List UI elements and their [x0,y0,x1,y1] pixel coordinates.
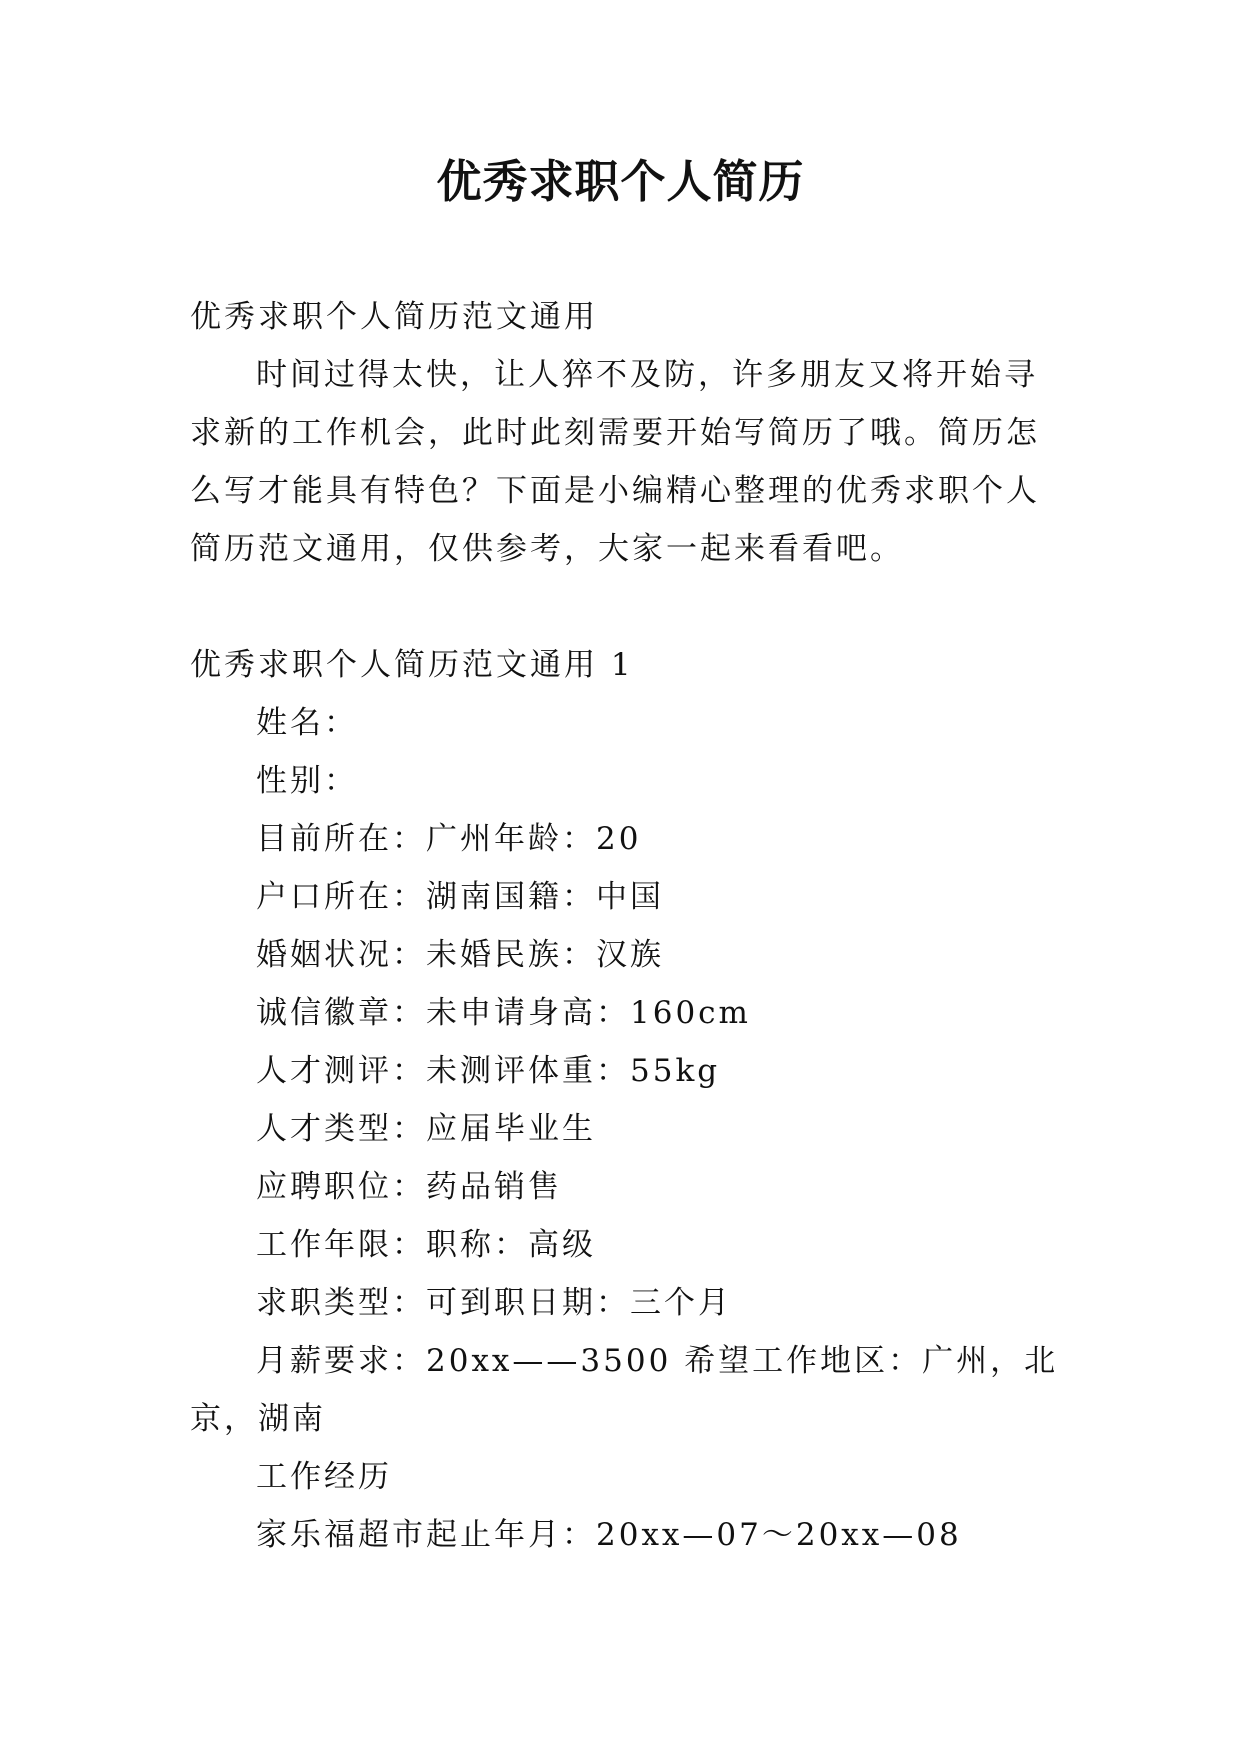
field-hukou-nationality: 户口所在：湖南国籍：中国 [256,879,664,915]
field-marital-ethnicity: 婚姻状况：未婚民族：汉族 [256,937,664,973]
resume-fields [190,694,1070,1564]
field-name: 姓名： [256,705,358,741]
field-salary-region: 月薪要求：20xx——3500 希望工作地区：广州，北京，湖南 [190,1343,1059,1437]
document-title: 优秀求职个人简历 [436,155,805,208]
field-job-type: 求职类型：可到职日期：三个月 [256,1285,732,1321]
intro-paragraph: 时间过得太快，让人猝不及防，许多朋友又将开始寻求新的工作机会，此时此刻需要开始写简历了哦。简历怎么写才能具有特色？下面是小编精心整理的优秀求职个人简历范文通用，仅供参考，大家一起来看看吧。 [190,357,1040,567]
work-history-entry: 家乐福超市起止年月：20xx—07～20xx—08 [256,1517,962,1553]
intro-heading: 优秀求职个人简历范文通用 [190,299,598,335]
field-talent-type: 人才类型：应届毕业生 [256,1111,596,1147]
field-assessment-weight: 人才测评：未测评体重：55kg [256,1053,721,1089]
field-location-age: 目前所在：广州年龄：20 [256,821,642,857]
section-heading: 优秀求职个人简历范文通用 1 [190,647,634,683]
field-position: 应聘职位：药品销售 [256,1169,562,1205]
field-years-title: 工作年限：职称：高级 [256,1227,596,1263]
field-gender: 性别： [256,763,358,799]
work-history-heading: 工作经历 [256,1459,392,1495]
field-badge-height: 诚信徽章：未申请身高：160cm [256,995,751,1031]
